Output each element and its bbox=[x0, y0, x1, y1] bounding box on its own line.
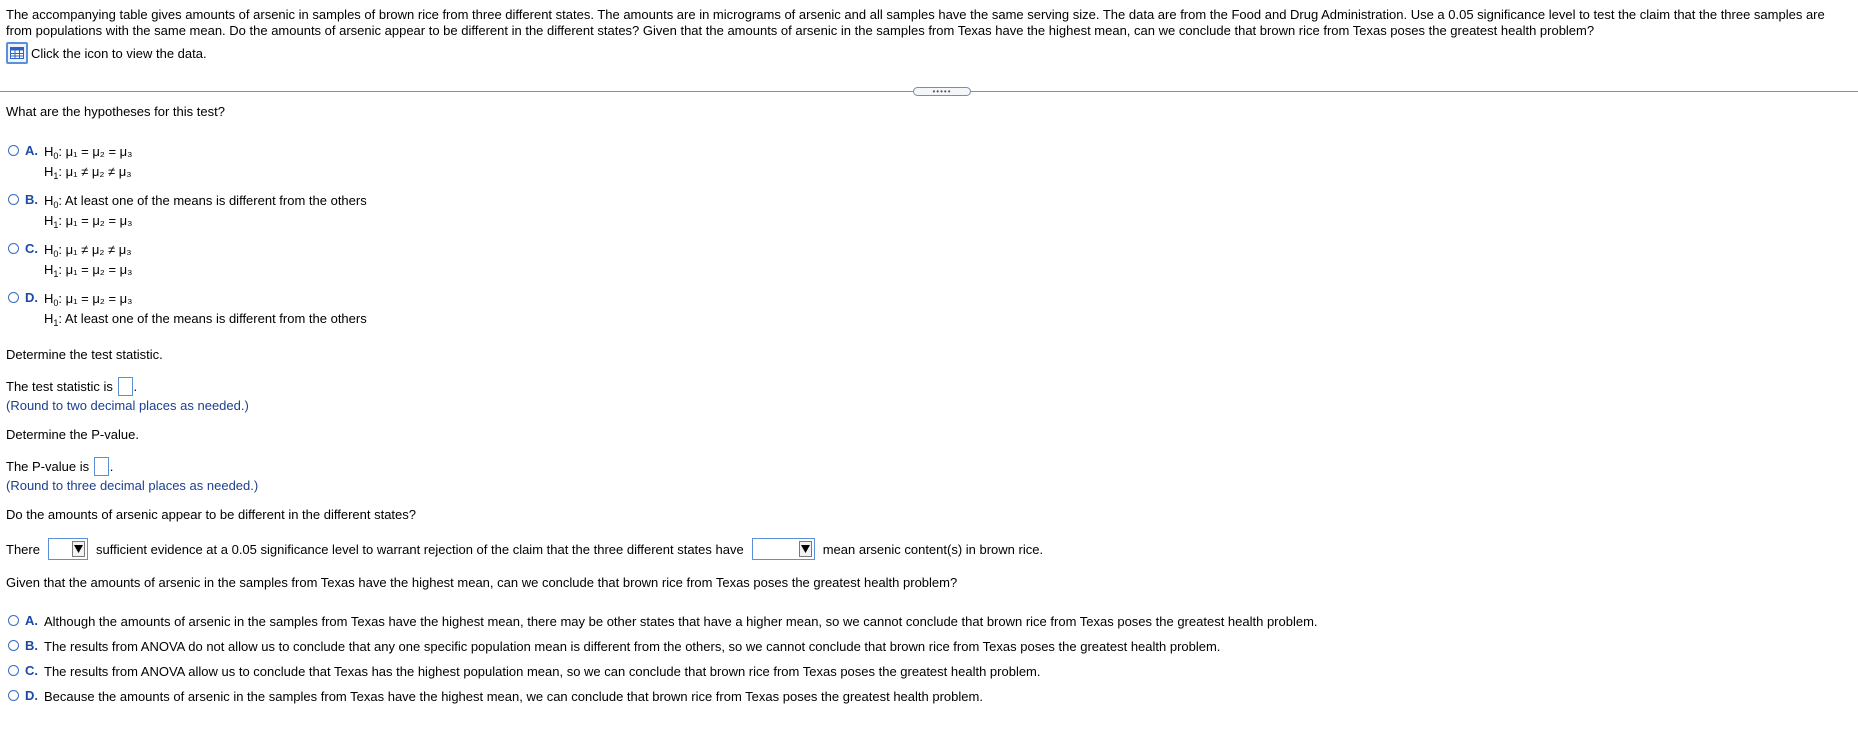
p-value-input[interactable] bbox=[94, 457, 109, 476]
dropdown-arrow-icon bbox=[799, 541, 812, 557]
option-letter: D. bbox=[25, 688, 38, 703]
radio-button[interactable] bbox=[8, 640, 19, 651]
conclusion-part1: There bbox=[6, 541, 40, 557]
texas-question: Given that the amounts of arsenic in the samples from Texas have the highest mean, can we conclude that brown rice from Texas poses the greatest health problem? bbox=[6, 575, 958, 590]
alternative-hypothesis: $H_1$: μ₁ = μ₂ = μ₃ bbox=[44, 213, 133, 230]
splitter-handle[interactable]: ••••• bbox=[913, 87, 971, 96]
null-hypothesis: $H_0$: μ₁ = μ₂ = μ₃ bbox=[44, 291, 133, 308]
radio-button[interactable] bbox=[8, 194, 19, 205]
hypothesis-option-b[interactable] bbox=[8, 192, 367, 232]
conclusion-part3: mean arsenic content(s) in brown rice. bbox=[822, 541, 1044, 557]
test-statistic-input[interactable] bbox=[118, 377, 133, 396]
option-letter: C. bbox=[25, 663, 38, 678]
dropdown-arrow-icon bbox=[72, 541, 85, 557]
radio-button[interactable] bbox=[8, 292, 19, 303]
radio-button[interactable] bbox=[8, 665, 19, 676]
option-text: The results from ANOVA allow us to conclude that Texas has the highest population mean, so we can conclude that brown rice from Texas poses the greatest health problem. bbox=[44, 664, 1041, 679]
hypotheses-question: What are the hypotheses for this test? bbox=[6, 104, 225, 119]
texas-option-d[interactable] bbox=[8, 688, 983, 708]
view-data-label: Click the icon to view the data. bbox=[31, 45, 207, 61]
option-letter: A. bbox=[25, 613, 38, 628]
texas-option-b[interactable] bbox=[8, 638, 1220, 658]
option-letter: B. bbox=[25, 192, 38, 207]
p-value-row: The P-value is . bbox=[6, 459, 114, 474]
test-statistic-prompt: The test statistic is bbox=[6, 379, 113, 394]
conclusion-question: Do the amounts of arsenic appear to be different in the different states? bbox=[6, 507, 417, 522]
texas-option-a[interactable] bbox=[8, 613, 1318, 633]
p-value-hint: (Round to three decimal places as needed.) bbox=[6, 478, 259, 493]
mean-dropdown[interactable] bbox=[752, 538, 815, 560]
hypothesis-option-c[interactable] bbox=[8, 241, 132, 281]
null-hypothesis: $H_0$: μ₁ = μ₂ = μ₃ bbox=[44, 144, 133, 161]
radio-button[interactable] bbox=[8, 615, 19, 626]
conclusion-sentence bbox=[6, 538, 1047, 560]
table-icon[interactable] bbox=[6, 42, 28, 64]
option-text: Although the amounts of arsenic in the samples from Texas have the highest mean, there may be other states that have a higher mean, so we cannot conclude that brown rice from Texas poses the greatest health problem. bbox=[44, 614, 1318, 629]
alternative-hypothesis: $H_1$: At least one of the means is different from the others bbox=[44, 311, 367, 328]
hypothesis-option-a[interactable] bbox=[8, 143, 132, 183]
alternative-hypothesis: $H_1$: μ₁ = μ₂ = μ₃ bbox=[44, 262, 133, 279]
alternative-hypothesis: $H_1$: μ₁ ≠ μ₂ ≠ μ₃ bbox=[44, 164, 132, 181]
option-text: The results from ANOVA do not allow us to conclude that any one specific population mean is different from the others, so we cannot conclude that brown rice from Texas poses the greatest health problem. bbox=[44, 639, 1221, 654]
p-value-prompt: The P-value is bbox=[6, 459, 90, 474]
test-statistic-row: The test statistic is . bbox=[6, 379, 138, 394]
null-hypothesis: $H_0$: μ₁ ≠ μ₂ ≠ μ₃ bbox=[44, 242, 132, 259]
radio-button[interactable] bbox=[8, 145, 19, 156]
option-letter: B. bbox=[25, 638, 38, 653]
test-statistic-heading: Determine the test statistic. bbox=[6, 347, 163, 362]
texas-option-c[interactable] bbox=[8, 663, 1041, 683]
radio-button[interactable] bbox=[8, 690, 19, 701]
option-letter: C. bbox=[25, 241, 38, 256]
option-letter: A. bbox=[25, 143, 38, 158]
conclusion-part2: sufficient evidence at a 0.05 significance level to warrant rejection of the claim that the three different states have bbox=[95, 541, 744, 557]
p-value-heading: Determine the P-value. bbox=[6, 427, 139, 442]
test-statistic-hint: (Round to two decimal places as needed.) bbox=[6, 398, 249, 413]
evidence-dropdown[interactable] bbox=[48, 538, 88, 560]
view-data-row bbox=[6, 42, 207, 64]
radio-button[interactable] bbox=[8, 243, 19, 254]
hypothesis-option-d[interactable] bbox=[8, 290, 367, 330]
option-text: Because the amounts of arsenic in the samples from Texas have the highest mean, we can conclude that brown rice from Texas poses the greatest health problem. bbox=[44, 689, 983, 704]
option-letter: D. bbox=[25, 290, 38, 305]
null-hypothesis: $H_0$: At least one of the means is different from the others bbox=[44, 193, 367, 210]
problem-statement: The accompanying table gives amounts of arsenic in samples of brown rice from three different states. The amounts are in micrograms of arsenic and all samples have the same serving size. The data are from the Food and Drug Administration. Use a 0.05 significance level to test the claim that the three samples are from populations with the same mean. Do the amounts of arsenic appear to be different in the different states? Given that the amounts of arsenic in the samples from Texas have the highest mean, can we conclude that brown rice from Texas poses the greatest health problem? bbox=[6, 7, 1825, 38]
